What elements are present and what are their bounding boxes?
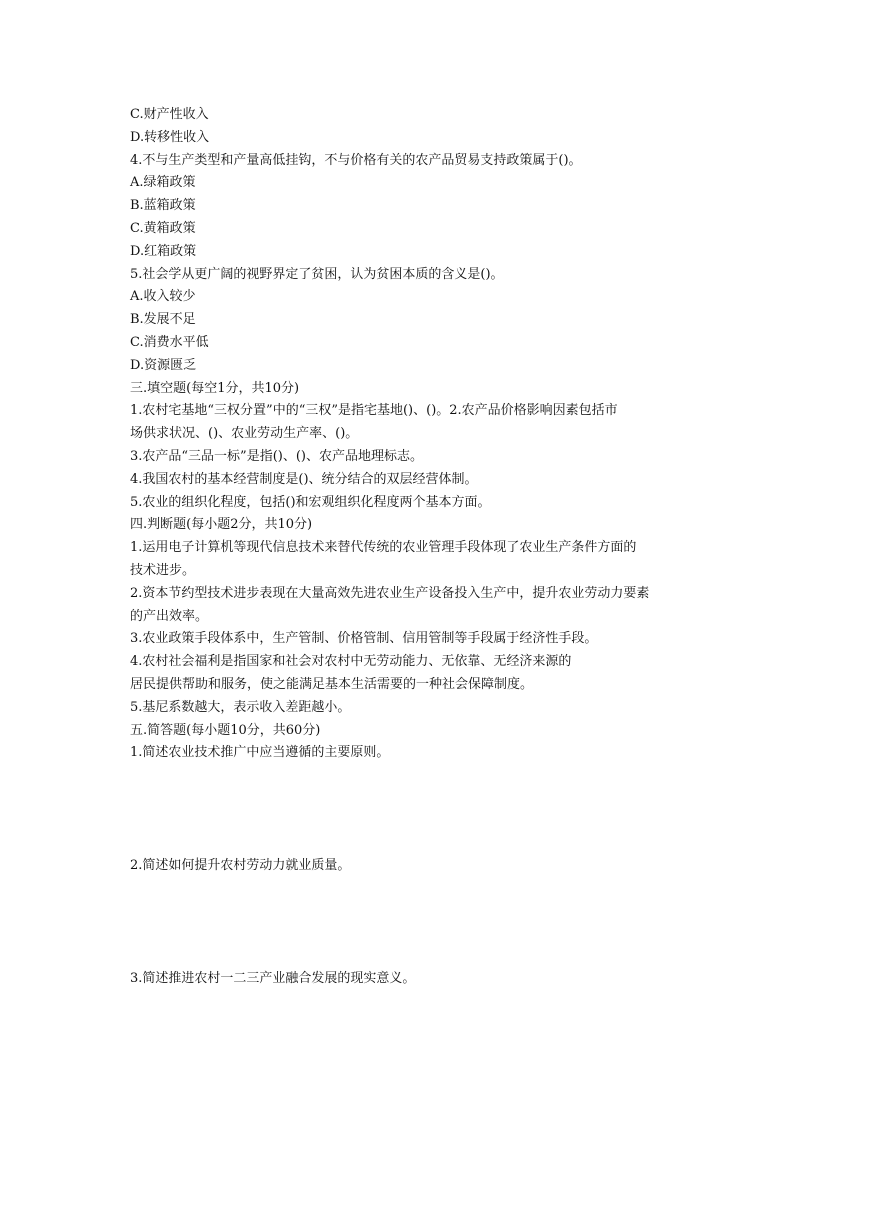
q5-option-a: A.收入较少 [130,289,196,305]
exam-page [130,104,740,991]
fill-in-2-continued: 场供求状况、()、农业劳动生产率、()。 [130,426,359,442]
true-false-5: 5.基尼系数越大，表示收入差距越小。 [130,699,351,715]
true-false-1-continued: 技术进步。 [130,562,196,578]
true-false-4-continued: 居民提供帮助和服务，使之能满足基本生活需要的一种社会保障制度。 [130,676,534,692]
option-c-property-income: C.财产性收入 [130,107,209,122]
question-4: 4.不与生产类型和产量高低挂钩，不与价格有关的农产品贸易支持政策属于()。 [130,152,582,168]
question-5: 5.社会学从更广阔的视野界定了贫困，认为贫困本质的含义是()。 [130,266,504,282]
q5-option-d: D.资源匮乏 [130,357,197,373]
fill-in-1: 1.农村宅基地“三权分置”中的“三权”是指宅基地()、()。2.农产品价格影响因素包括市 [130,403,618,419]
true-false-2-continued: 的产出效率。 [130,608,209,624]
q4-option-b: B.蓝箱政策 [130,198,196,214]
fill-in-5: 5.农业的组织化程度，包括()和宏观组织化程度两个基本方面。 [130,494,491,510]
q5-option-b: B.发展不足 [130,312,196,328]
true-false-2: 2.资本节约型技术进步表现在大量高效先进农业生产设备投入生产中，提升农业劳动力要素 [130,585,650,601]
section-true-false-heading: 四.判断题(每小题2分，共10分) [130,517,313,533]
section-short-answer-heading: 五.简答题(每小题10分，共60分) [130,722,321,738]
true-false-4: 4.农村社会福利是指国家和社会对农村中无劳动能力、无依靠、无经济来源的 [130,654,572,670]
q4-option-d: D.红箱政策 [130,243,197,259]
q5-option-c: C.消费水平低 [130,334,209,350]
fill-in-4: 4.我国农村的基本经营制度是()、统分结合的双层经营体制。 [130,471,478,487]
true-false-3: 3.农业政策手段体系中，生产管制、价格管制、信用管制等手段属于经济性手段。 [130,631,598,647]
short-answer-3: 3.简述推进农村一二三产业融合发展的现实意义。 [130,970,416,986]
fill-in-3: 3.农产品“三品一标”是指()、()、农产品地理标志。 [130,448,423,464]
q4-option-c: C.黄箱政策 [130,220,196,236]
section-fill-in-heading: 三.填空题(每空1分，共10分) [130,380,300,396]
option-d-transfer-income: D.转移性收入 [130,129,210,145]
true-false-1: 1.运用电子计算机等现代信息技术来替代传统的农业管理手段体现了农业生产条件方面的 [130,540,637,556]
short-answer-1: 1.简述农业技术推广中应当遵循的主要原则。 [130,745,390,761]
q4-option-a: A.绿箱政策 [130,175,196,191]
answer-space-1 [130,765,740,855]
answer-space-2 [130,878,740,968]
short-answer-2: 2.简述如何提升农村劳动力就业质量。 [130,858,351,874]
